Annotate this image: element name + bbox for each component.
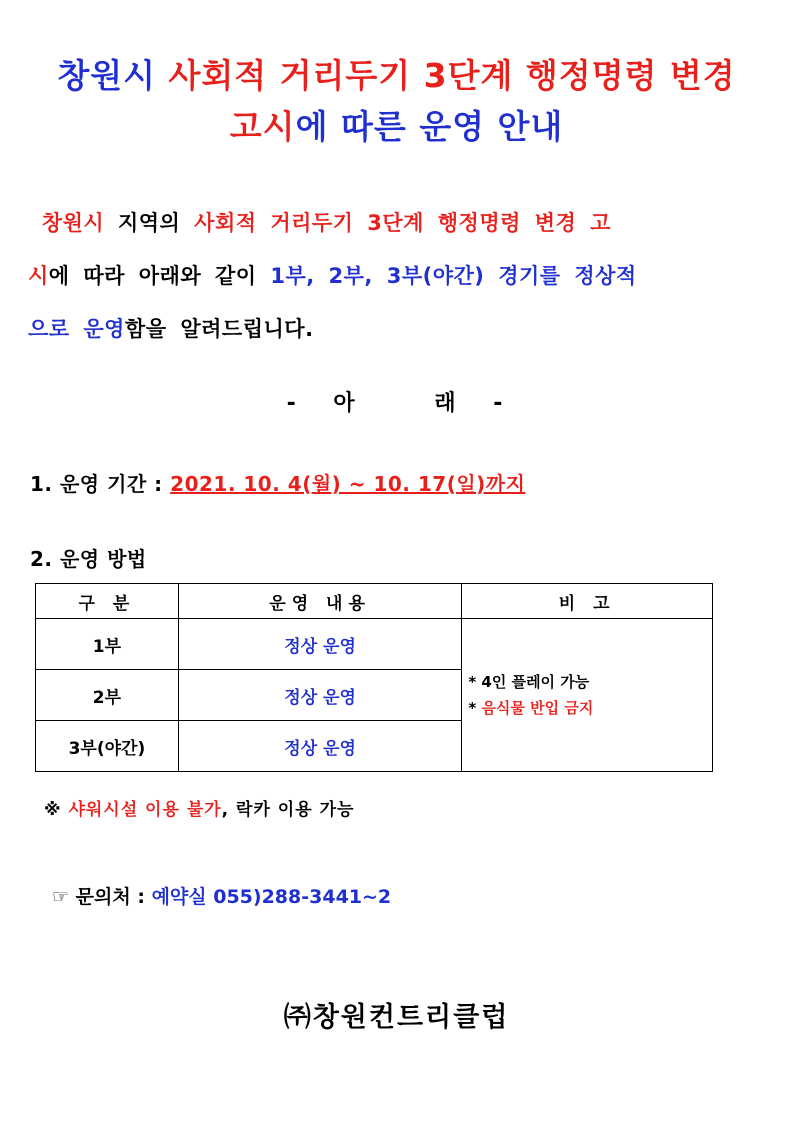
pointing-hand-icon: ☞ <box>52 886 70 908</box>
remark-no-food: 음식물 반입 금지 <box>481 699 594 717</box>
header-division: 구 분 <box>36 584 179 619</box>
row-content: 정상 운영 <box>178 721 462 772</box>
intro-operation: 으로 운영 <box>28 317 125 341</box>
period-label: 1. 운영 기간 : <box>30 472 171 496</box>
title-rest: 따른 운영 안내 <box>340 107 564 146</box>
contact-label: 문의처 : <box>69 886 152 908</box>
note-heading <box>0 386 793 417</box>
intro-text-3: 함을 알려드립니다. <box>124 317 314 341</box>
remark-four-player: * 4인 플레이 가능 <box>468 673 590 691</box>
shower-unavailable: 샤워시설 이용 불가 <box>68 800 222 820</box>
remark-star: * <box>468 699 482 717</box>
table-row <box>36 619 713 670</box>
intro-sessions: 1부, 2부, 3부(야간) 경기를 정상적 <box>270 264 637 288</box>
intro-city: 창원시 <box>41 211 105 235</box>
company-name: ㈜창원컨트리클럽 <box>283 1002 510 1033</box>
note-char-b: 래 <box>434 391 460 416</box>
intro-text-1: 지역의 <box>104 211 195 235</box>
row-division: 1부 <box>36 619 179 670</box>
remarks-cell <box>462 619 713 772</box>
title-particle: 에 <box>295 107 329 146</box>
note-dash-left: - <box>286 391 300 416</box>
operation-table <box>35 583 713 772</box>
intro-paragraph <box>28 197 768 356</box>
intro-order: 사회적 거리두기 3단계 행정명령 변경 고 <box>194 211 611 235</box>
note-char-a: 아 <box>333 391 359 416</box>
contact-value: 예약실 055)288-3441~2 <box>151 886 392 908</box>
contact-line <box>52 882 391 909</box>
reference-mark: ※ <box>44 800 69 820</box>
intro-text-2: 에 따라 아래와 같이 <box>48 264 271 288</box>
locker-available: , 락카 이용 가능 <box>221 800 355 820</box>
title-notice-word: 고시 <box>229 107 296 146</box>
table-header-row <box>36 584 713 619</box>
title-city: 창원시 <box>57 56 157 95</box>
row-division: 3부(야간) <box>36 721 179 772</box>
row-content: 정상 운영 <box>178 670 462 721</box>
title-subject: 사회적 거리두기 3단계 행정명령 변경 <box>168 56 736 95</box>
header-remarks: 비 고 <box>462 584 713 619</box>
method-label: 2. 운영 방법 <box>30 547 147 571</box>
row-content: 정상 운영 <box>178 619 462 670</box>
period-value: 2021. 10. 4(월) ~ 10. 17(일)까지 <box>170 472 526 496</box>
notice-title-line2 <box>0 101 793 148</box>
header-content: 운영 내용 <box>178 584 462 619</box>
period-line <box>30 468 525 497</box>
notice-title-line1 <box>0 50 793 97</box>
row-division: 2부 <box>36 670 179 721</box>
intro-order-end: 시 <box>28 264 49 288</box>
shower-notice <box>44 795 354 820</box>
note-dash-right: - <box>493 391 507 416</box>
